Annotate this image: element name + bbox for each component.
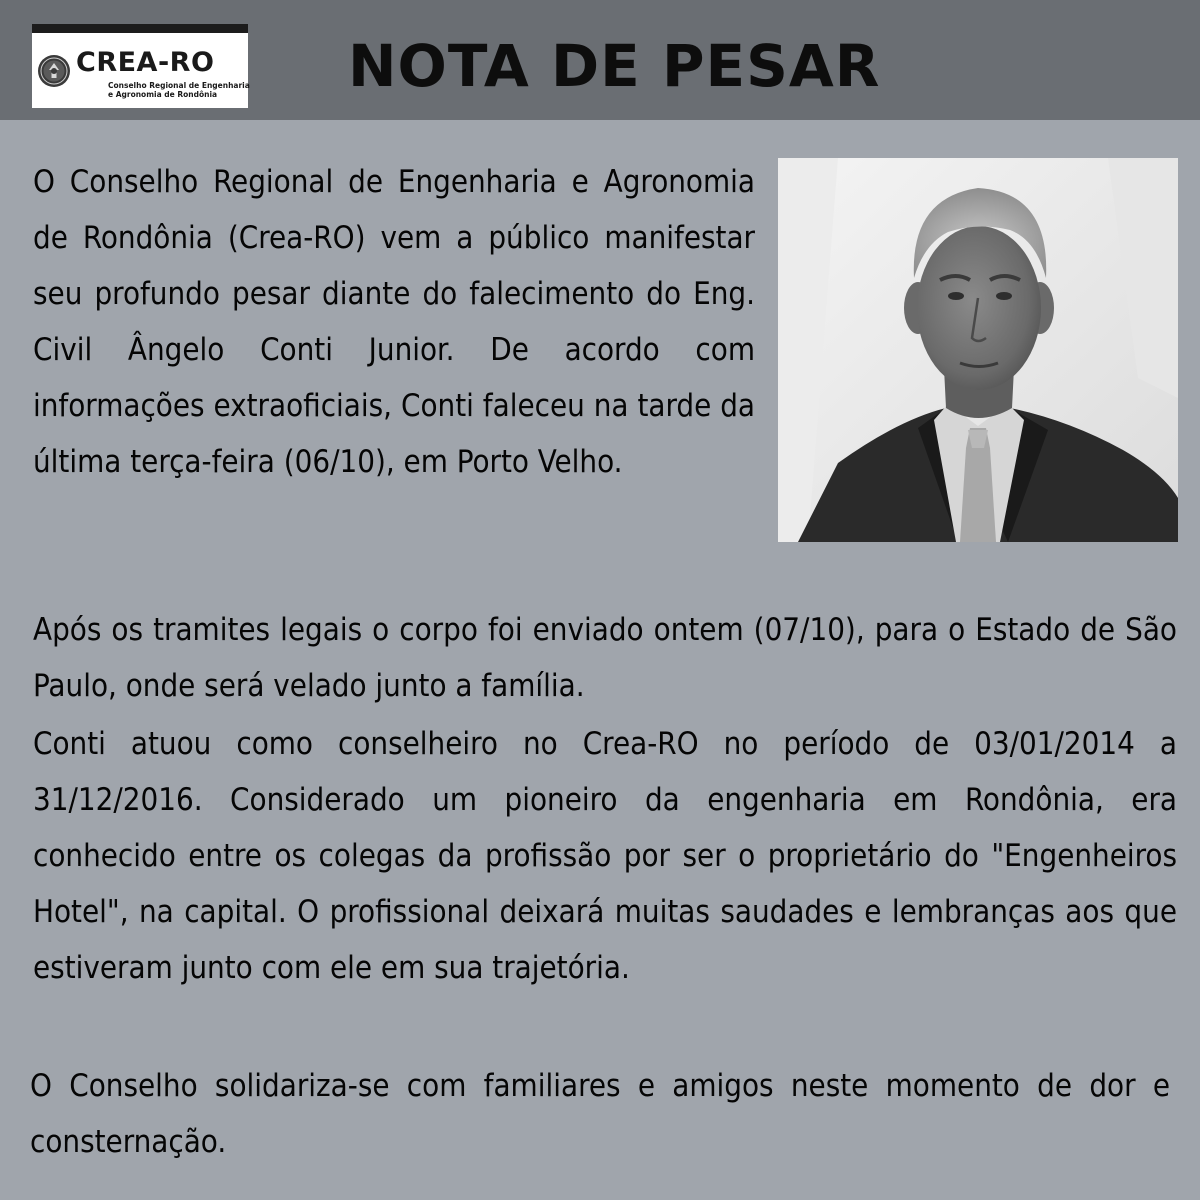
- crea-ro-logo: [32, 24, 248, 108]
- portrait-photo: [778, 158, 1178, 542]
- page-title: NOTA DE PESAR: [348, 32, 881, 100]
- crea-seal-icon: [37, 54, 71, 88]
- logo-subtitle-line2: e Agronomia de Rondônia: [108, 90, 218, 99]
- paragraph-condolences: O Conselho solidariza-se com familiares e amigos neste momento de dor e consternação.: [30, 1068, 1170, 1160]
- paragraph-funeral-info: Após os tramites legais o corpo foi enviado ontem (07/10), para o Estado de São Paulo, onde será velado junto a família.: [33, 612, 1177, 704]
- logo-subtitle-line1: Conselho Regional de Engenharia: [108, 81, 250, 90]
- header-banner: [0, 0, 1200, 120]
- logo-top-bar: [32, 24, 248, 33]
- paragraph-announcement: O Conselho Regional de Engenharia e Agronomia de Rondônia (Crea-RO) vem a público manifestar seu profundo pesar diante do falecimento do Eng. Civil Ângelo Conti Junior. De acordo com informações extraoficiais, Conti faleceu na tarde da última terça-feira (06/10), em Porto Velho.: [33, 164, 755, 480]
- paragraph-biography: Conti atuou como conselheiro no Crea-RO no período de 03/01/2014 a 31/12/2016. Considerado um pioneiro da engenharia em Rondônia, era conhecido entre os colegas da profissão por ser o proprietário do "Engenheiros Hotel", na capital. O profissional deixará muitas saudades e lembranças aos que estiveram junto com ele em sua trajetória.: [33, 726, 1177, 986]
- logo-name: CREA-RO: [76, 47, 215, 78]
